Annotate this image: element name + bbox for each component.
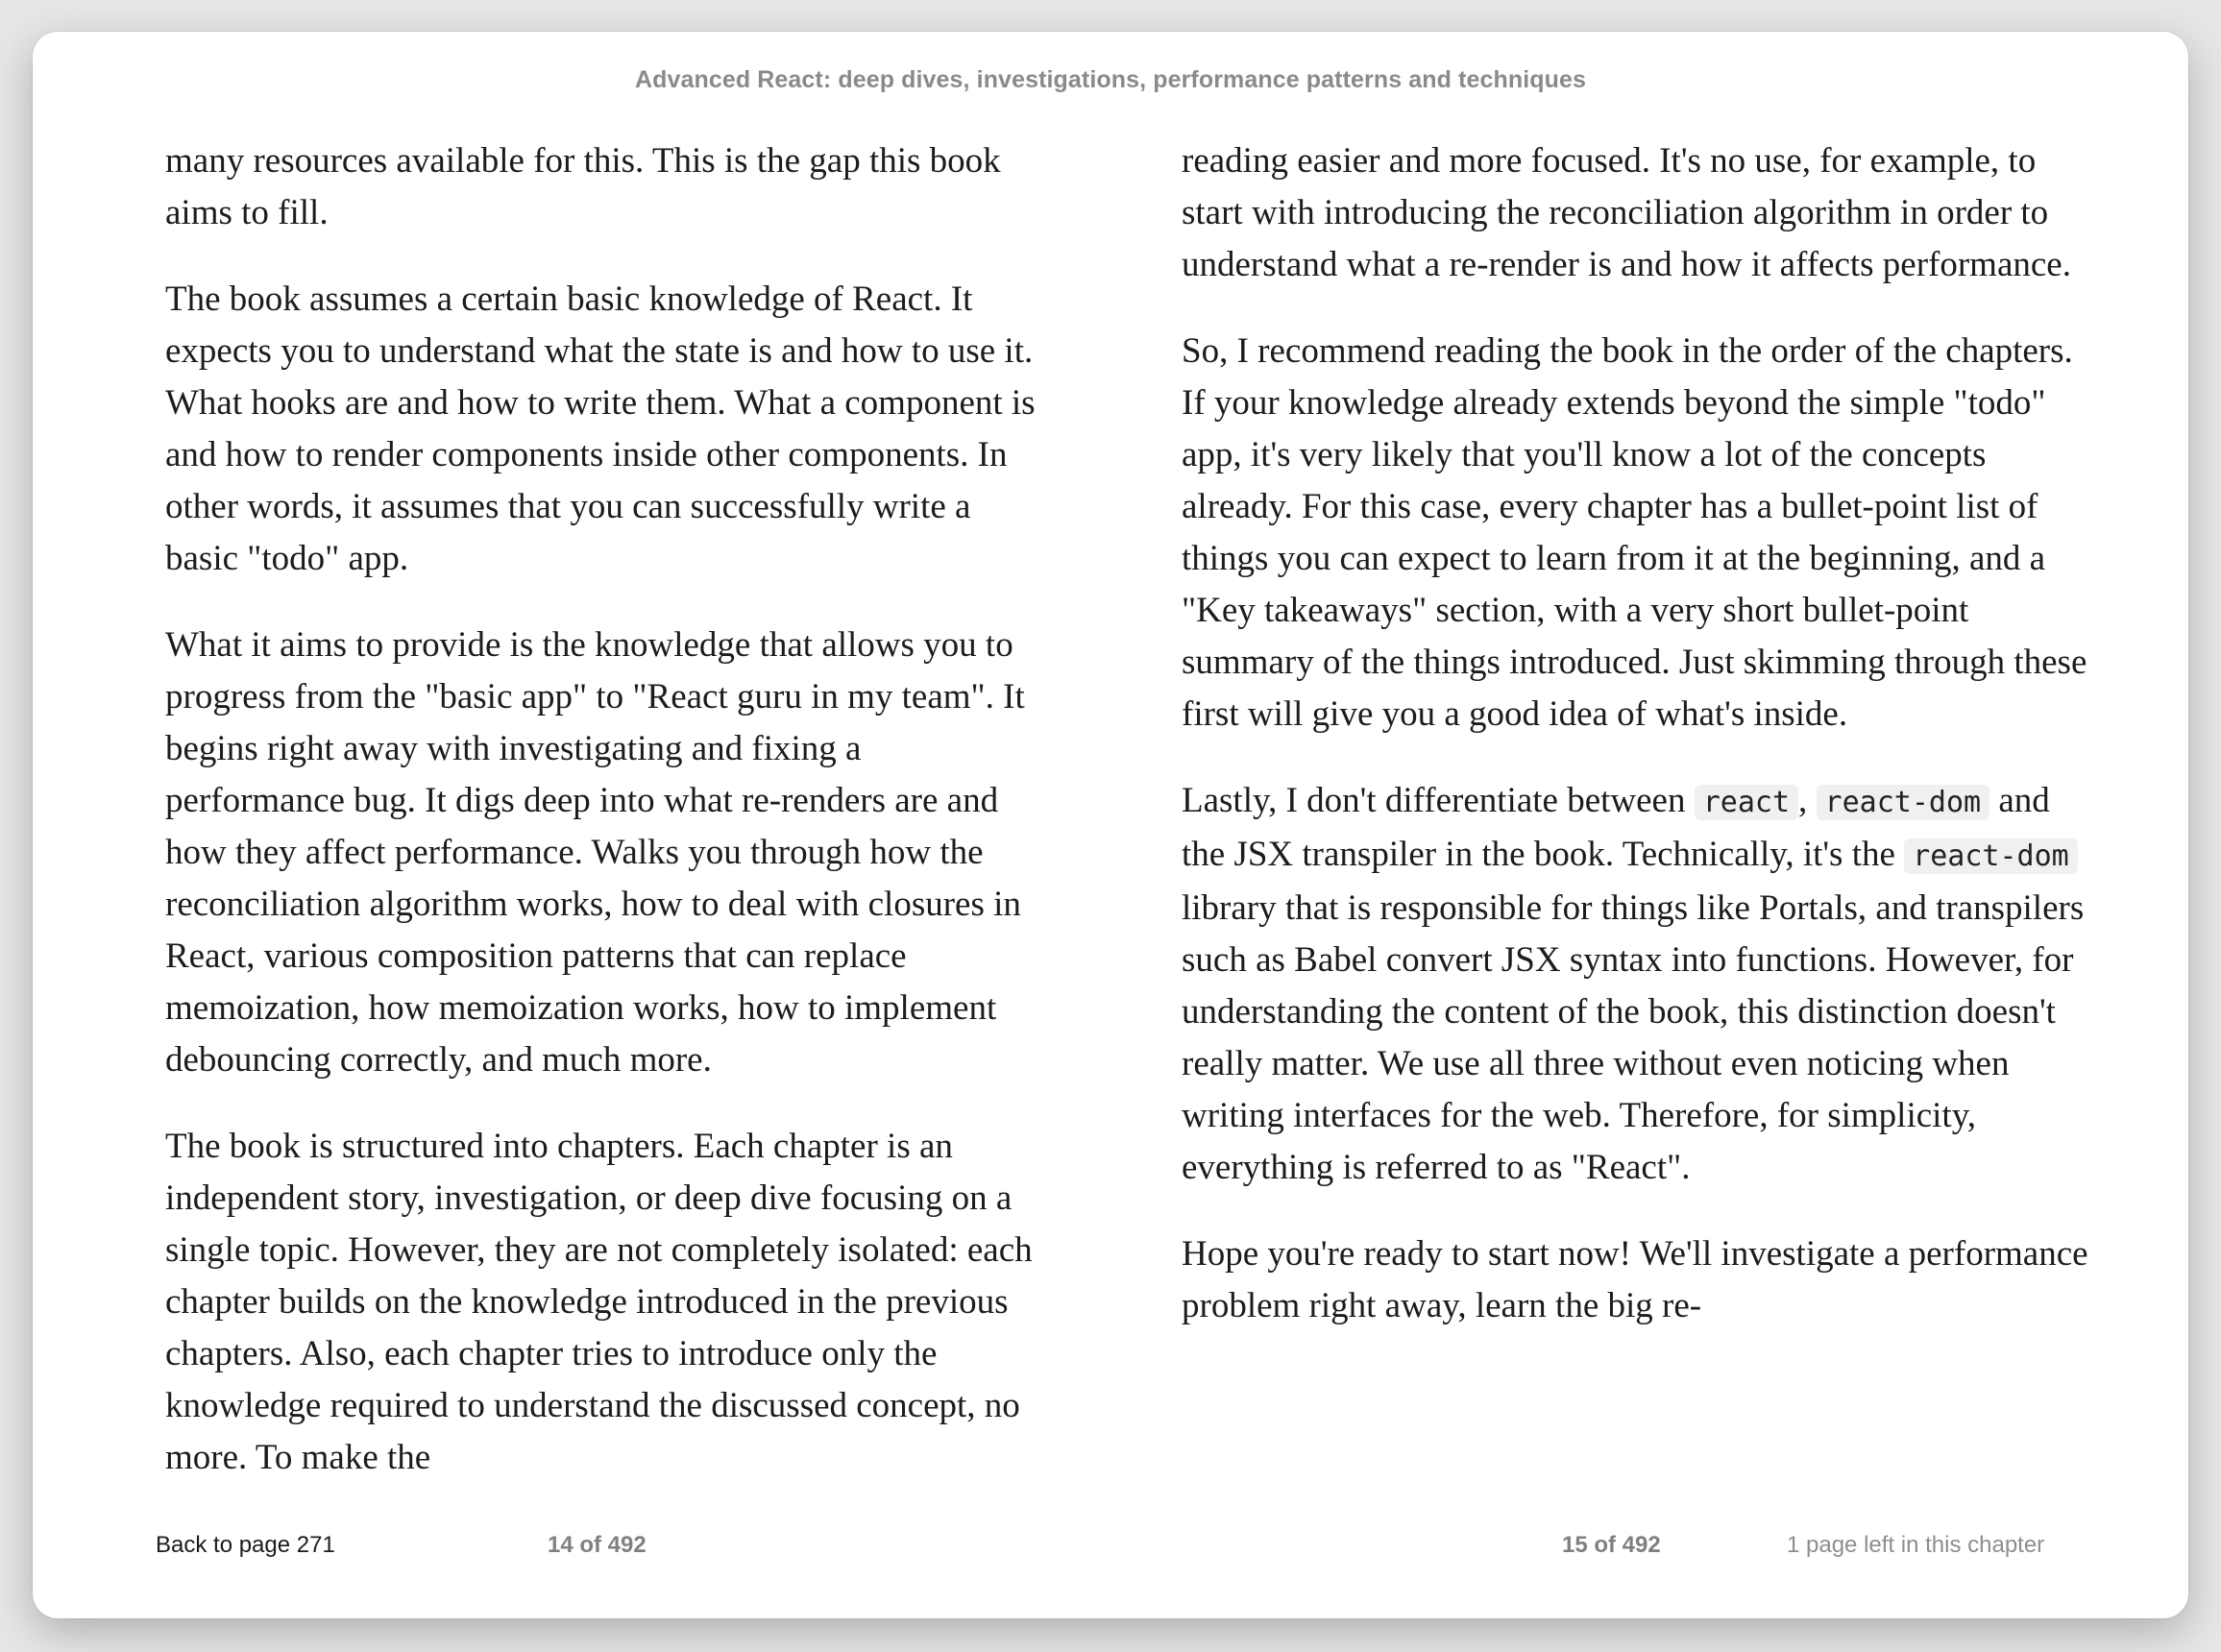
text-run: Lastly, I don't differentiate between (1182, 781, 1695, 820)
paragraph: So, I recommend reading the book in the order of the chapters. If your knowledge already extends beyond the simple "todo" app, it's very likely that you'll know a lot of the concepts already. For this case, every chapter has a bullet-point list of things you can expect to learn from it at the beginning, and a "Key takeaways" section, with a very short bullet-point summary of the things introduced. Just skimming through these first will give you a good idea of what's inside. (1182, 331, 2087, 734)
text-run: library that is responsible for things like Portals, and transpilers such as Babel convert JSX syntax into functions. However, for understanding the content of the book, this distinction doesn't really matter. We use all three without even noticing when writing interfaces for the web. Therefore, for simplicity, everything is referred to as "React". (1182, 888, 2085, 1187)
paragraph: The book is structured into chapters. Each chapter is an independent story, investigation, or deep dive focusing on a single topic. However, they are not completely isolated: each chapter builds on the knowledge introduced in the previous chapters. Also, each chapter tries to introduce only the knowledge required to understand the discussed concept, no more. To make the (165, 1127, 1033, 1477)
right-page-number: 15 of 492 (1562, 1532, 1661, 1558)
inline-code-react-dom: react-dom (1904, 838, 2078, 874)
paragraph: What it aims to provide is the knowledge that allows you to progress from the "basic app" to "React guru in my team". It begins right away with investigating and fixing a performance bug. It digs deep into what re-renders are and how they affect performance. Walks you through how the reconciliation algorithm works, how to deal with closures in React, various composition patterns that can replace memoization, how memoization works, how to implement debouncing correctly, and much more. (165, 625, 1025, 1080)
left-page (165, 135, 1039, 1518)
back-to-page-link[interactable]: Back to page 271 (156, 1532, 335, 1558)
book-reader-window (33, 32, 2188, 1618)
paragraph: many resources available for this. This is the gap this book aims to fill. (165, 141, 1001, 232)
paragraph: reading easier and more focused. It's no use, for example, to start with introducing the reconciliation algorithm in order to understand what a re-render is and how it affects performance. (1182, 141, 2071, 284)
inline-code-react-dom: react-dom (1817, 785, 1990, 820)
inline-code-react: react (1695, 785, 1798, 820)
left-page-number: 14 of 492 (548, 1532, 647, 1558)
paragraph: Hope you're ready to start now! We'll investigate a performance problem right away, learn the big re- (1182, 1234, 2088, 1325)
text-run: , (1798, 781, 1817, 820)
text-run: and the JSX transpiler in the book. Technically, it's the (1182, 781, 2050, 874)
right-page (1182, 135, 2094, 1367)
book-title: Advanced React: deep dives, investigations, performance patterns and techniques (634, 66, 1587, 93)
paragraph-lastly (1182, 775, 2094, 1194)
chapter-pages-remaining: 1 page left in this chapter (1787, 1532, 2045, 1558)
paragraph: The book assumes a certain basic knowledge of React. It expects you to understand what the state is and how to use it. What hooks are and how to write them. What a component is and how to render components inside other components. In other words, it assumes that you can successfully write a basic "todo" app. (165, 279, 1036, 578)
